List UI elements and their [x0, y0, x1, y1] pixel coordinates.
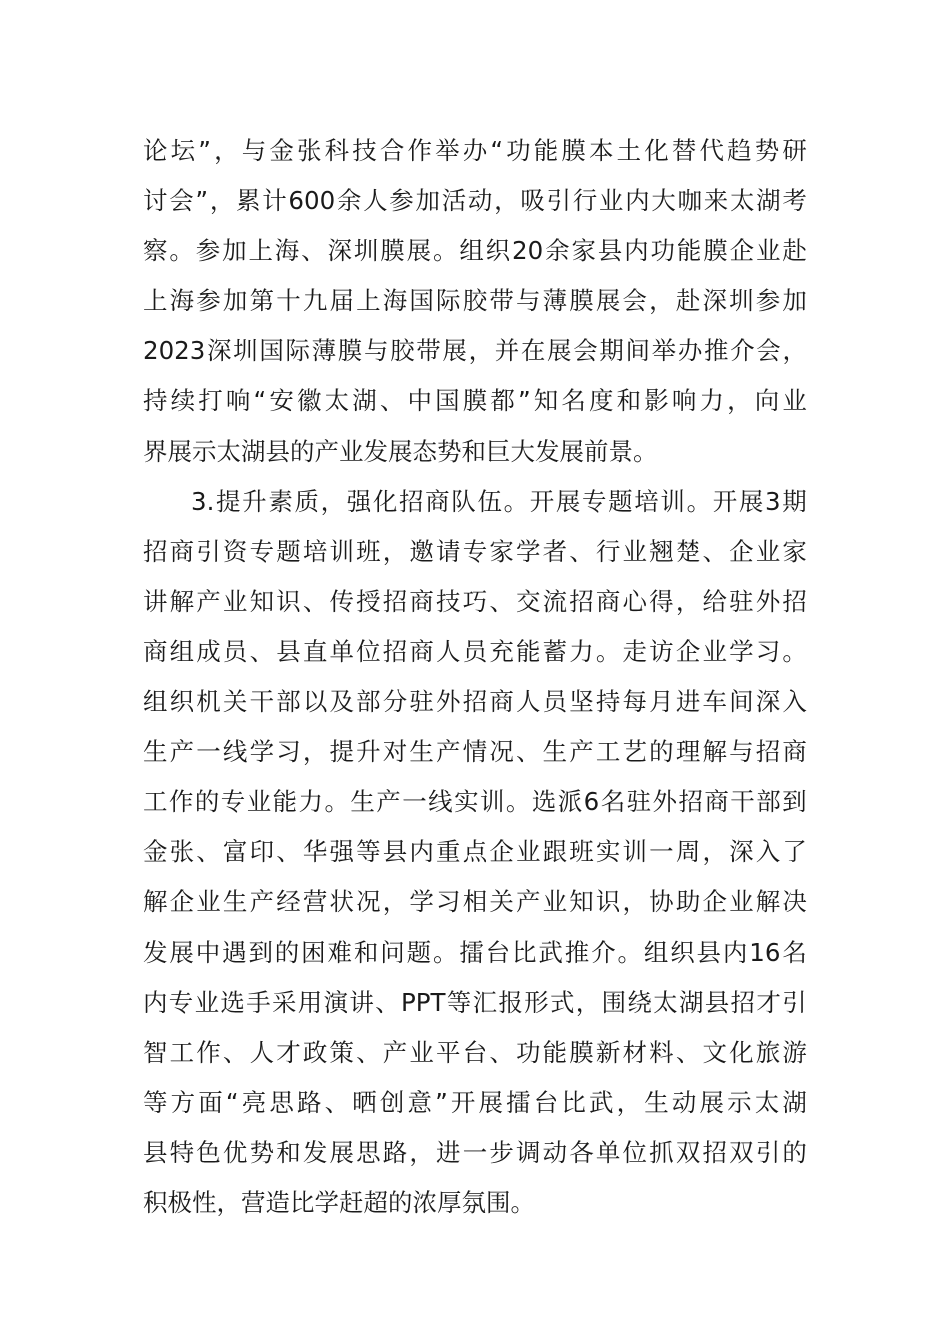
text-line: 论 坛 ” ， 与 金 张 科 技 合 作 举 办 “ 功 能 膜 本 土 化 替 代 趋 势 研 [143, 136, 807, 165]
text-line: 讨 会 ” ， 累 计 600 余 人 参 加 活 动 ， 吸 引 行 业 内 大 咖 来 太 湖 考 [143, 186, 807, 216]
text-line: 讲 解 产 业 知 识 、 传 授 招 商 技 巧 、 交 流 招 商 心 得 ， 给 驻 外 招 [143, 586, 807, 616]
text-line: 察 。 参 加 上 海 、 深 圳 膜 展 。 组 织 20 余 家 县 内 功 能 膜 企 业 赴 [143, 236, 807, 266]
text-line: 内 专 业 选 手 采 用 演 讲 、 PPT 等 汇 报 形 式 ， 围 绕 太 湖 县 招 才 引 [143, 987, 807, 1017]
text-line: 界展示太湖县的产业发展态势和巨大发展前景。 [143, 436, 658, 466]
text-line: 持 续 打 响 “ 安 徽 太 湖 、 中 国 膜 都 ” 知 名 度 和 影 响 力 ， 向 业 [143, 386, 807, 416]
text-line: 解 企 业 生 产 经 营 状 况 ， 学 习 相 关 产 业 知 识 ， 协 助 企 业 解 决 [143, 887, 807, 917]
text-line: 发 展 中 遇 到 的 困 难 和 问 题 。 擂 台 比 武 推 介 。 组 织 县 内 16 名 [143, 937, 807, 967]
text-line: 上 海 参 加 第 十 九 届 上 海 国 际 胶 带 与 薄 膜 展 会 ， 赴 深 圳 参 加 [143, 286, 807, 316]
text-line: 等 方 面 “ 亮 思 路 、 晒 创 意 ” 开 展 擂 台 比 武 ， 生 动 展 示 太 湖 [143, 1087, 807, 1117]
text-line: 商 组 成 员 、 县 直 单 位 招 商 人 员 充 能 蓄 力 。 走 访 企 业 学 习 。 [143, 636, 807, 666]
text-line: 积极性，营造比学赶超的浓厚氛围。 [143, 1187, 535, 1217]
text-line: 智 工 作 、 人 才 政 策 、 产 业 平 台 、 功 能 膜 新 材 料 、 文 化 旅 游 [143, 1037, 807, 1067]
text-line: 生 产 一 线 学 习 ， 提 升 对 生 产 情 况 、 生 产 工 艺 的 理 解 与 招 商 [143, 737, 807, 767]
text-line: 金 张 、 富 印 、 华 强 等 县 内 重 点 企 业 跟 班 实 训 一 周 ， 深 入 了 [143, 837, 807, 867]
text-line: 工 作 的 专 业 能 力 。 生 产 一 线 实 训 。 选 派 6 名 驻 外 招 商 干 部 到 [143, 787, 807, 817]
text-line: 3. 提 升 素 质 ， 强 化 招 商 队 伍 。 开 展 专 题 培 训 。 开 展 3 期 [191, 486, 807, 516]
text-line: 县 特 色 优 势 和 发 展 思 路 ， 进 一 步 调 动 各 单 位 抓 双 招 双 引 的 [143, 1137, 807, 1167]
text-line: 组 织 机 关 干 部 以 及 部 分 驻 外 招 商 人 员 坚 持 每 月 进 车 间 深 入 [143, 687, 807, 717]
text-line: 招 商 引 资 专 题 培 训 班 ， 邀 请 专 家 学 者 、 行 业 翘 楚 、 企 业 家 [143, 536, 807, 566]
text-line: 2023 深 圳 国 际 薄 膜 与 胶 带 展 ， 并 在 展 会 期 间 举 办 推 介 会 ， [143, 336, 807, 366]
body-text [143, 126, 807, 1228]
